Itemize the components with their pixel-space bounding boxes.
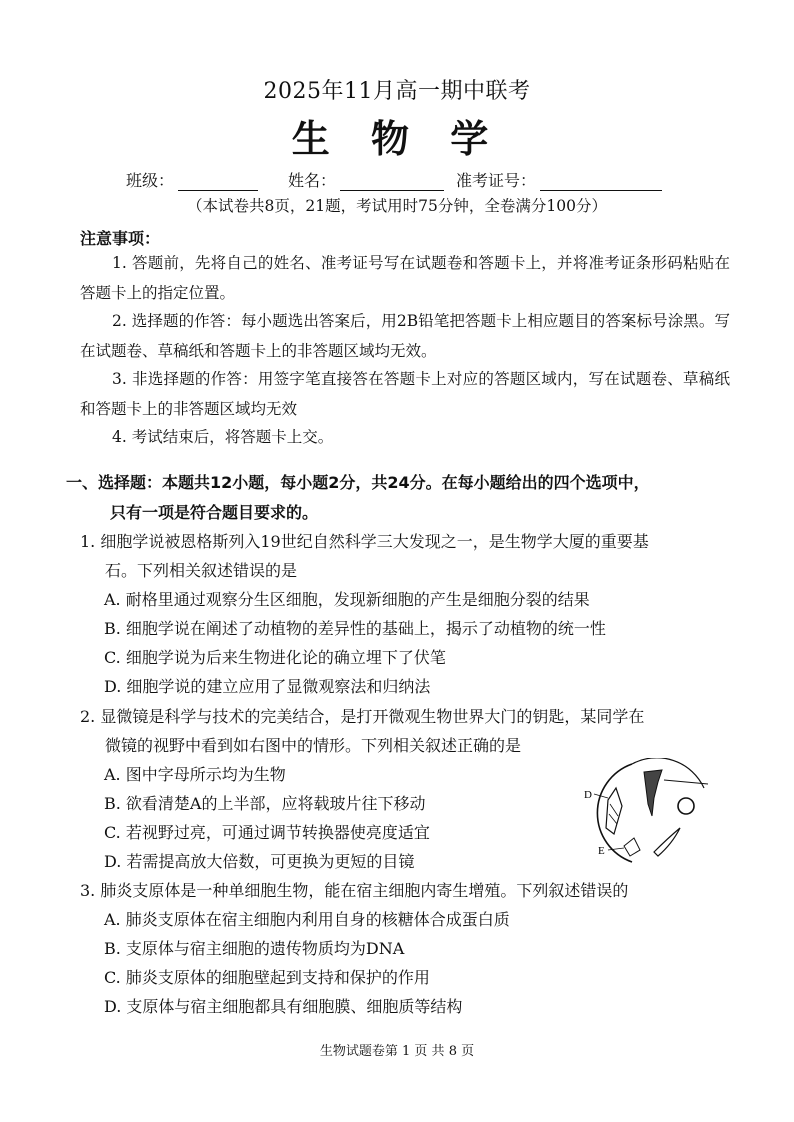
class-label: 班级： (126, 171, 175, 190)
name-label: 姓名： (288, 171, 337, 190)
specimen-crescent (654, 828, 680, 856)
section-heading (66, 468, 736, 528)
notice-item: 1. 答题前，先将自己的姓名、准考证号写在试题卷和答题卡上，并将准考证条形码粘贴在答题卡上的指定位置。 (80, 254, 730, 302)
option-b: B. 欲看清楚A的上半部，应将载玻片往下移动 (104, 794, 426, 813)
exam-id-blank (540, 172, 662, 191)
option-c: C. 肺炎支原体的细胞壁起到支持和保护的作用 (104, 968, 430, 987)
specimen-e (624, 838, 640, 856)
option-a: A. 肺炎支原体在宿主细胞内利用自身的核糖体合成蛋白质 (104, 910, 510, 929)
exam-id-label: 准考证号： (456, 171, 537, 190)
section-heading-line2: 只有一项是符合题目要求的。 (110, 503, 319, 522)
name-blank (340, 172, 444, 191)
student-info-fields (126, 168, 662, 191)
question-stem: 1. 细胞学说被恩格斯列入19世纪自然科学三大发现之一，是生物学大厦的重要基 (80, 532, 649, 551)
question-stem-cont: 微镜的视野中看到如右图中的情形。下列相关叙述正确的是 (105, 736, 522, 755)
subject-title: 生 物 学 (291, 117, 503, 161)
label-e: E (598, 845, 605, 857)
question-1 (80, 527, 730, 585)
class-blank (178, 172, 258, 191)
option-c: C. 若视野过亮，可通过调节转换器使亮度适宜 (104, 823, 430, 842)
option-b: B. 支原体与宿主细胞的遗传物质均为DNA (104, 939, 405, 958)
option-a: A. 耐格里通过观察分生区细胞，发现新细胞的产生是细胞分裂的结果 (104, 590, 590, 609)
question-2 (80, 702, 730, 760)
exam-info: （本试卷共8页，21题，考试用时75分钟，全卷满分100分） (187, 197, 607, 215)
question-stem: 2. 显微镜是科学与技术的完美结合，是打开微观生物世界大门的钥匙，某同学在 (80, 707, 645, 726)
exam-title: 2025年11月高一期中联考 (263, 79, 531, 104)
view-circle-top (632, 758, 704, 788)
section-heading-line1: 一、选择题：本题共12小题，每小题2分，共24分。在每小题给出的四个选项中， (66, 473, 650, 492)
notice-item: 4. 考试结束后，将答题卡上交。 (112, 428, 334, 446)
question-3 (80, 876, 730, 905)
option-d: D. 细胞学说的建立应用了显微观察法和归纳法 (104, 677, 431, 696)
specimen-circle (678, 798, 694, 814)
question-stem-cont: 石。下列相关叙述错误的是 (105, 561, 298, 580)
question-stem: 3. 肺炎支原体是一种单细胞生物，能在宿主细胞内寄生增殖。下列叙述错误的 (80, 881, 629, 900)
notice-item: 3. 非选择题的作答：用签字笔直接答在答题卡上对应的答题区域内，写在试题卷、草稿纸和答题卡上的非答题区域均无效 (80, 370, 730, 418)
specimen-a (644, 770, 662, 816)
option-d: D. 支原体与宿主细胞都具有细胞膜、细胞质等结构 (104, 997, 463, 1016)
specimen-d (606, 788, 622, 834)
option-c: C. 细胞学说为后来生物进化论的确立埋下了伏笔 (104, 648, 446, 667)
page-footer: 生物试题卷第 1 页 共 8 页 (319, 1044, 475, 1059)
option-b: B. 细胞学说在阐述了动植物的差异性的基础上，揭示了动植物的统一性 (104, 619, 606, 638)
label-d: D (584, 789, 592, 801)
notice-heading: 注意事项： (80, 229, 161, 248)
option-d: D. 若需提高放大倍数，可更换为更短的目镜 (104, 852, 415, 871)
notice-item: 2. 选择题的作答：每小题选出答案后，用2B铅笔把答题卡上相应题目的答案标号涂黑。写在试题卷、草稿纸和答题卡上的非答题区域均无效。 (80, 312, 730, 360)
option-a: A. 图中字母所示均为生物 (104, 765, 286, 784)
microscope-view-figure (580, 758, 720, 868)
